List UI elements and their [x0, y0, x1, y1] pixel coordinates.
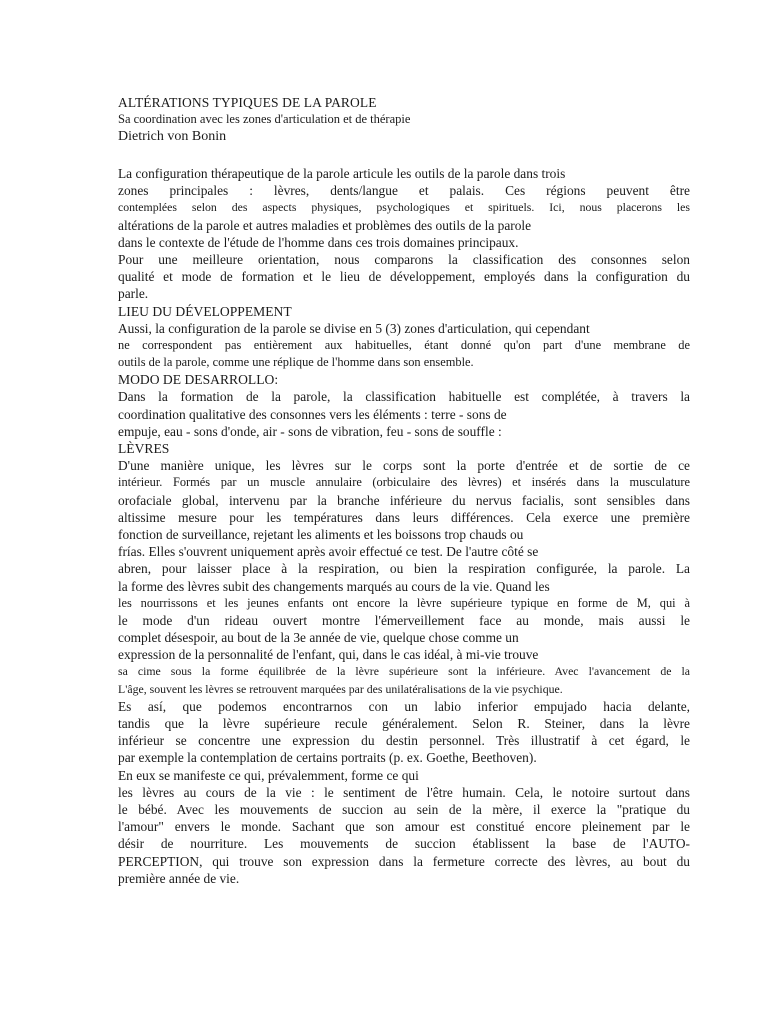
text-line: empuje, eau - sons d'onde, air - sons de vibration, feu - sons de souffle : — [118, 423, 502, 439]
text-line: parle. — [118, 286, 149, 302]
text-line: la forme des lèvres subit des changements marqués au cours de la vie. Quand les — [118, 578, 550, 594]
text-line: coordination qualitative des consonnes vers les éléments : terre - sons de — [118, 406, 507, 422]
text-line: PERCEPTION, qui trouve son expression dans la fermeture correcte des lèvres, au bout du — [118, 853, 690, 869]
text-line: Dans la formation de la parole, la classification habituelle est complétée, à travers la — [118, 389, 690, 405]
document-body — [118, 165, 690, 887]
text-line: le bébé. Avec les mouvements de succion au sein de la mère, il exerce la "pratique du — [118, 801, 690, 817]
text-line: fonction de surveillance, rejetant les aliments et les boissons trop chauds ou — [118, 526, 524, 542]
text-line: dans le contexte de l'étude de l'homme dans ces trois domaines principaux. — [118, 234, 519, 250]
text-line: altissime mesure pour les températures dans leurs différences. Cela exerce une première — [118, 509, 690, 525]
text-line: intérieur. Formés par un muscle annulaire (orbiculaire des lèvres) et insérés dans la musculature — [118, 475, 690, 490]
text-line: Es así, que podemos encontrarnos con un labio inferior empujado hacia delante, — [118, 698, 690, 714]
text-line: première année de vie. — [118, 870, 240, 886]
text-line: expression de la personnalité de l'enfant, qui, dans le cas idéal, à mi-vie trouve — [118, 647, 539, 663]
text-line: orofaciale global, intervenu par la branche inférieure du nervus facialis, sont sensibles dans — [118, 492, 690, 508]
text-line: abren, pour laisser place à la respiration, ou bien la respiration configurée, la parole. La — [118, 561, 690, 577]
text-line: D'une manière unique, les lèvres sur le corps sont la porte d'entrée et de sortie de ce — [118, 458, 690, 474]
text-line: les lèvres au cours de la vie : le sentiment de l'être humain. Cela, le notoire surtout dans — [118, 784, 690, 800]
document-page — [118, 94, 690, 887]
text-line: tandis que la lèvre supérieure recule généralement. Selon R. Steiner, dans la lèvre — [118, 716, 690, 731]
text-line: complet désespoir, au bout de la 3e année de vie, quelque chose comme un — [118, 630, 519, 646]
document-author: Dietrich von Bonin — [118, 129, 227, 144]
section-heading: MODO DE DESARROLLO: — [118, 372, 279, 388]
text-line: En eux se manifeste ce qui, prévalemment, forme ce qui — [118, 767, 419, 783]
text-line: les nourrissons et les jeunes enfants ont encore la lèvre supérieure typique en forme de M, qui à — [118, 595, 690, 610]
text-line: inférieur se concentre une expression du destin personnel. Très illustratif à cet égard, le — [118, 733, 690, 749]
document-subtitle: Sa coordination avec les zones d'articulation et de thérapie — [118, 112, 411, 126]
section-heading: LIEU DU DÉVELOPPEMENT — [118, 303, 292, 319]
text-line: sa cime sous la forme équilibrée de la lèvre supérieure sont la inférieure. Avec l'avancement de la — [118, 664, 690, 679]
text-line: par exemple la contemplation de certains portraits (p. ex. Goethe, Beethoven). — [118, 750, 537, 766]
text-line: le mode d'un rideau ouvert montre l'émerveillement face au monde, mais aussi le — [118, 612, 690, 628]
text-line: L'âge, souvent les lèvres se retrouvent marquées par des unilatéralisations de la vie psychique. — [118, 681, 563, 696]
text-line: La configuration thérapeutique de la parole articule les outils de la parole dans trois — [118, 166, 566, 181]
text-line: altérations de la parole et autres maladies et problèmes des outils de la parole — [118, 217, 532, 233]
text-line: l'amour" envers le monde. Sachant que son amour est constitué encore pleinement par le — [118, 819, 690, 835]
text-line: contemplées selon des aspects physiques, psychologiques et spirituels. Ici, nous placerons les — [118, 200, 690, 215]
section-heading: LÈVRES — [118, 441, 170, 456]
text-line: ne correspondent pas entièrement aux habituelles, étant donné qu'on part d'une membrane de — [118, 337, 690, 352]
text-line: qualité et mode de formation et le lieu de développement, employés dans la configuration du — [118, 269, 690, 285]
text-line: zones principales : lèvres, dents/langue et palais. Ces régions peuvent être — [118, 183, 690, 199]
text-line: Pour une meilleure orientation, nous comparons la classification des consonnes selon — [118, 251, 690, 267]
text-line: Aussi, la configuration de la parole se divise en 5 (3) zones d'articulation, qui cependant — [118, 320, 590, 336]
text-line: frías. Elles s'ouvrent uniquement après avoir effectué ce test. De l'autre côté se — [118, 544, 539, 560]
text-line: désir de nourriture. Les mouvements de succion établissent la base de l'AUTO- — [118, 836, 690, 852]
document-title: ALTÉRATIONS TYPIQUES DE LA PAROLE — [118, 95, 377, 110]
text-line: outils de la parole, comme une réplique de l'homme dans son ensemble. — [118, 355, 474, 370]
